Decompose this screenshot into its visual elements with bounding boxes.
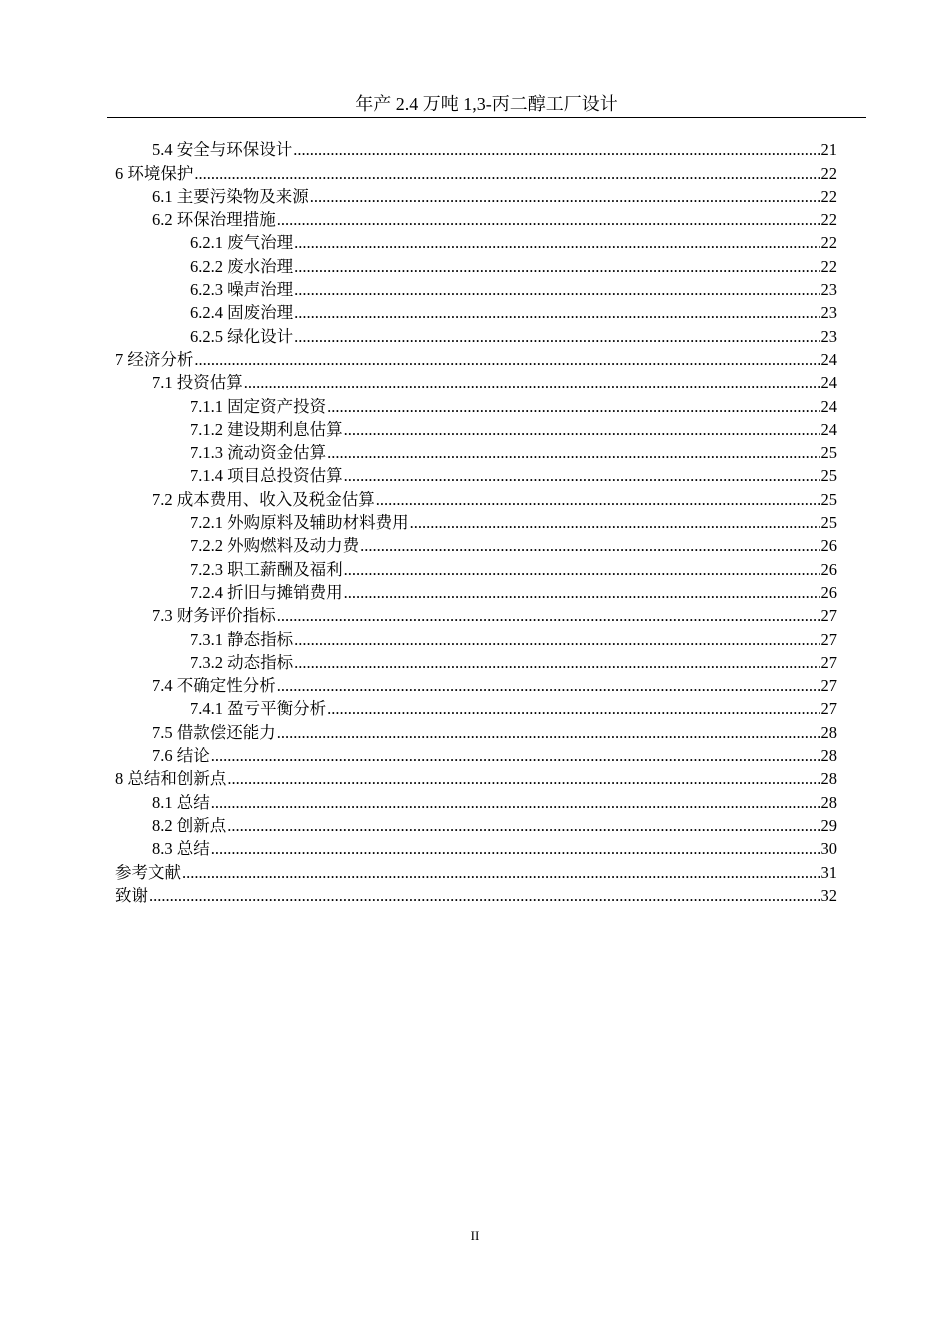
toc-entry-page: 24 (820, 373, 837, 393)
toc-entry-page: 22 (820, 233, 837, 253)
toc-dot-leader (294, 232, 819, 254)
toc-dot-leader (194, 163, 819, 185)
toc-dot-leader (211, 838, 820, 860)
toc-entry-page: 27 (820, 606, 837, 626)
toc-dot-leader (194, 349, 819, 371)
toc-entry-page: 24 (820, 396, 837, 416)
toc-entry[interactable] (115, 324, 837, 347)
toc-dot-leader (277, 209, 820, 231)
toc-entry-page: 27 (820, 676, 837, 696)
toc-entry-title: 7.1.3 流动资金估算 (190, 443, 327, 463)
toc-entry-title: 参考文献 (115, 862, 181, 882)
toc-dot-leader (277, 722, 820, 744)
toc-entry[interactable] (115, 254, 837, 277)
toc-dot-leader (182, 862, 820, 884)
toc-entry-title: 7.1.4 项目总投资估算 (190, 466, 343, 486)
toc-entry-title: 致谢 (115, 885, 148, 905)
toc-entry[interactable] (115, 744, 837, 767)
toc-entry-title: 7.1.1 固定资产投资 (190, 396, 327, 416)
toc-entry-page: 27 (820, 629, 837, 649)
toc-entry[interactable] (115, 860, 837, 883)
toc-dot-leader (277, 605, 820, 627)
toc-entry-page: 25 (820, 513, 837, 533)
toc-entry-title: 8.3 总结 (152, 839, 210, 859)
toc-entry-title: 7.2 成本费用、收入及税金估算 (152, 489, 375, 509)
toc-entry-page: 22 (820, 210, 837, 230)
toc-entry-title: 7.5 借款偿还能力 (152, 722, 276, 742)
toc-entry-page: 22 (820, 163, 837, 183)
toc-entry-page: 27 (820, 652, 837, 672)
toc-dot-leader (294, 302, 819, 324)
toc-dot-leader (294, 652, 819, 674)
toc-entry-page: 28 (820, 746, 837, 766)
toc-dot-leader (310, 186, 820, 208)
toc-entry-title: 7.3.2 动态指标 (190, 652, 294, 672)
toc-entry[interactable] (115, 138, 837, 161)
toc-entry-page: 25 (820, 466, 837, 486)
toc-entry[interactable] (115, 720, 837, 743)
toc-dot-leader (149, 885, 820, 907)
toc-dot-leader (344, 465, 820, 487)
toc-entry-title: 6 环境保护 (115, 163, 194, 183)
toc-entry-title: 8.1 总结 (152, 792, 210, 812)
toc-entry-page: 28 (820, 792, 837, 812)
toc-entry-title: 7 经济分析 (115, 349, 194, 369)
toc-entry-title: 7.3.1 静态指标 (190, 629, 294, 649)
toc-dot-leader (294, 256, 819, 278)
header-divider (107, 117, 866, 118)
toc-entry[interactable] (115, 441, 837, 464)
toc-dot-leader (294, 326, 819, 348)
toc-entry[interactable] (115, 557, 837, 580)
toc-entry[interactable] (115, 348, 837, 371)
toc-entry-page: 26 (820, 536, 837, 556)
toc-dot-leader (227, 768, 819, 790)
toc-entry-title: 7.2.2 外购燃料及动力费 (190, 536, 360, 556)
toc-entry-title: 6.2.2 废水治理 (190, 256, 294, 276)
toc-dot-leader (211, 792, 820, 814)
toc-dot-leader (294, 279, 819, 301)
toc-entry[interactable] (115, 767, 837, 790)
toc-dot-leader (293, 139, 819, 161)
toc-entry-title: 7.1.2 建设期利息估算 (190, 419, 343, 439)
toc-dot-leader (327, 442, 819, 464)
toc-dot-leader (244, 372, 820, 394)
toc-entry[interactable] (115, 884, 837, 907)
toc-entry-title: 6.2.1 废气治理 (190, 233, 294, 253)
toc-entry[interactable] (115, 790, 837, 813)
toc-entry-page: 28 (820, 722, 837, 742)
toc-entry[interactable] (115, 208, 837, 231)
toc-entry-page: 22 (820, 256, 837, 276)
toc-entry[interactable] (115, 837, 837, 860)
page-header-title: 年产 2.4 万吨 1,3-丙二醇工厂设计 (355, 94, 618, 114)
toc-entry[interactable] (115, 604, 837, 627)
toc-entry-page: 32 (820, 885, 837, 905)
toc-dot-leader (294, 629, 819, 651)
toc-entry-title: 7.4.1 盈亏平衡分析 (190, 699, 327, 719)
toc-entry-page: 25 (820, 489, 837, 509)
toc-dot-leader (327, 698, 819, 720)
toc-entry-page: 22 (820, 186, 837, 206)
toc-entry-title: 6.2.3 噪声治理 (190, 280, 294, 300)
toc-dot-leader (410, 512, 820, 534)
toc-entry-page: 23 (820, 303, 837, 323)
table-of-contents (115, 138, 837, 907)
toc-dot-leader (227, 815, 819, 837)
toc-entry[interactable] (115, 534, 837, 557)
toc-entry-page: 26 (820, 582, 837, 602)
toc-entry-title: 7.2.4 折旧与摊销费用 (190, 582, 343, 602)
toc-entry-title: 6.2.5 绿化设计 (190, 326, 294, 346)
toc-entry-title: 7.3 财务评价指标 (152, 606, 276, 626)
toc-entry[interactable] (115, 627, 837, 650)
toc-entry-title: 7.6 结论 (152, 746, 210, 766)
toc-entry[interactable] (115, 371, 837, 394)
toc-entry-title: 7.2.1 外购原料及辅助材料费用 (190, 513, 409, 533)
toc-entry[interactable] (115, 511, 837, 534)
toc-dot-leader (344, 559, 820, 581)
toc-entry[interactable] (115, 301, 837, 324)
toc-entry-page: 28 (820, 769, 837, 789)
toc-entry[interactable] (115, 487, 837, 510)
toc-entry[interactable] (115, 697, 837, 720)
toc-entry-page: 30 (820, 839, 837, 859)
toc-entry-page: 25 (820, 443, 837, 463)
toc-entry-page: 31 (820, 862, 837, 882)
toc-entry-page: 21 (820, 140, 837, 160)
toc-entry[interactable] (115, 464, 837, 487)
toc-entry-title: 7.4 不确定性分析 (152, 676, 276, 696)
toc-entry-title: 8.2 创新点 (152, 815, 227, 835)
toc-entry-page: 24 (820, 419, 837, 439)
toc-entry-page: 23 (820, 326, 837, 346)
toc-dot-leader (344, 419, 820, 441)
toc-entry[interactable] (115, 581, 837, 604)
toc-entry-page: 24 (820, 349, 837, 369)
toc-entry-title: 7.2.3 职工薪酬及福利 (190, 559, 343, 579)
toc-dot-leader (277, 675, 820, 697)
toc-entry-title: 7.1 投资估算 (152, 373, 243, 393)
toc-entry[interactable] (115, 651, 837, 674)
toc-entry-title: 6.2.4 固废治理 (190, 303, 294, 323)
toc-dot-leader (327, 396, 819, 418)
toc-entry[interactable] (115, 418, 837, 441)
toc-entry[interactable] (115, 231, 837, 254)
toc-entry-title: 8 总结和创新点 (115, 769, 227, 789)
toc-dot-leader (360, 535, 819, 557)
toc-entry[interactable] (115, 278, 837, 301)
toc-entry[interactable] (115, 161, 837, 184)
toc-entry-page: 26 (820, 559, 837, 579)
toc-entry[interactable] (115, 674, 837, 697)
toc-entry[interactable] (115, 814, 837, 837)
toc-entry-title: 6.1 主要污染物及来源 (152, 186, 309, 206)
toc-entry-page: 29 (820, 815, 837, 835)
toc-entry[interactable] (115, 185, 837, 208)
toc-dot-leader (376, 489, 820, 511)
toc-entry-page: 23 (820, 280, 837, 300)
toc-dot-leader (344, 582, 820, 604)
toc-dot-leader (211, 745, 820, 767)
toc-entry-title: 5.4 安全与环保设计 (152, 140, 293, 160)
toc-entry-page: 27 (820, 699, 837, 719)
toc-entry-title: 6.2 环保治理措施 (152, 210, 276, 230)
toc-entry[interactable] (115, 394, 837, 417)
page-number: II (470, 1228, 480, 1243)
